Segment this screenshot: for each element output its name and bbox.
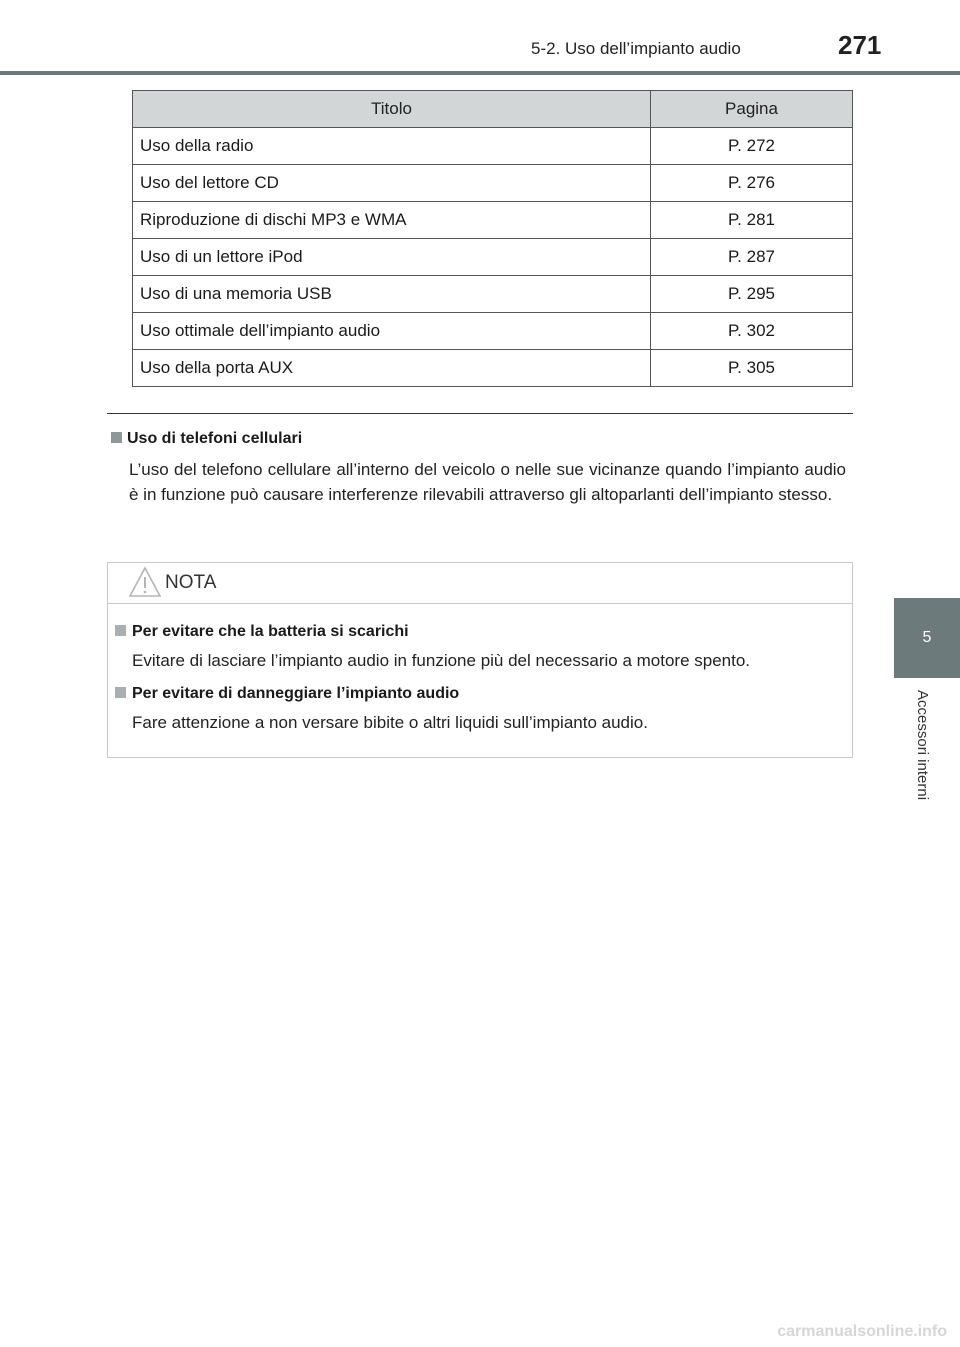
watermark-text: carmanualsonline.info [777,1323,947,1340]
note-item-heading-text: Per evitare che la batteria si scarichi [132,623,409,640]
row-title: Uso del lettore CD [133,165,651,202]
chapter-label: Accessori interni [914,690,931,801]
row-page: P. 287 [651,239,853,276]
column-header-page: Pagina [651,91,853,128]
note-item-heading [115,623,409,641]
note-item-heading-text: Per evitare di danneggiare l’impianto audio [132,685,460,702]
row-page: P. 305 [651,350,853,387]
row-page: P. 302 [651,313,853,350]
section-heading-text: Uso di telefoni cellulari [127,430,303,447]
row-title: Uso ottimale dell’impianto audio [133,313,651,350]
row-title: Uso della radio [133,128,651,165]
row-page: P. 276 [651,165,853,202]
column-header-title: Titolo [133,91,651,128]
table-row [133,239,853,276]
warning-triangle-icon [128,566,162,598]
chapter-tab: 5 [894,598,960,678]
square-bullet-icon [115,687,126,698]
section-divider [107,413,853,414]
contents-table [132,90,853,387]
watermark-logo [777,1318,948,1342]
row-page: P. 295 [651,276,853,313]
note-header [108,563,852,604]
row-title: Uso di una memoria USB [133,276,651,313]
row-title: Uso di un lettore iPod [133,239,651,276]
table-row [133,165,853,202]
section-heading [111,430,302,448]
table-header-row [133,91,853,128]
section-body: L’uso del telefono cellulare all’interno del veicolo o nelle sue vicinanze quando l’impianto audio è in funzione può causare interferenze rilevabili attraverso gli altoparlanti dell’impianto stesso. [129,460,846,504]
note-item-heading [115,685,459,703]
note-box [107,562,853,758]
table-row [133,350,853,387]
note-item-body: Fare attenzione a non versare bibite o altri liquidi sull’impianto audio. [132,713,648,732]
row-page: P. 281 [651,202,853,239]
header-rule [0,71,960,75]
square-bullet-icon [115,625,126,636]
table-row [133,313,853,350]
square-bullet-icon [111,432,122,443]
note-title: NOTA [165,572,217,593]
page-number: 271 [838,30,882,60]
table-row [133,128,853,165]
row-page: P. 272 [651,128,853,165]
row-title: Uso della porta AUX [133,350,651,387]
table-row [133,276,853,313]
table-row [133,202,853,239]
row-title: Riproduzione di dischi MP3 e WMA [133,202,651,239]
note-item-body: Evitare di lasciare l’impianto audio in funzione più del necessario a motore spento. [132,651,751,670]
header-section-title: 5-2. Uso dell’impianto audio [531,39,741,58]
